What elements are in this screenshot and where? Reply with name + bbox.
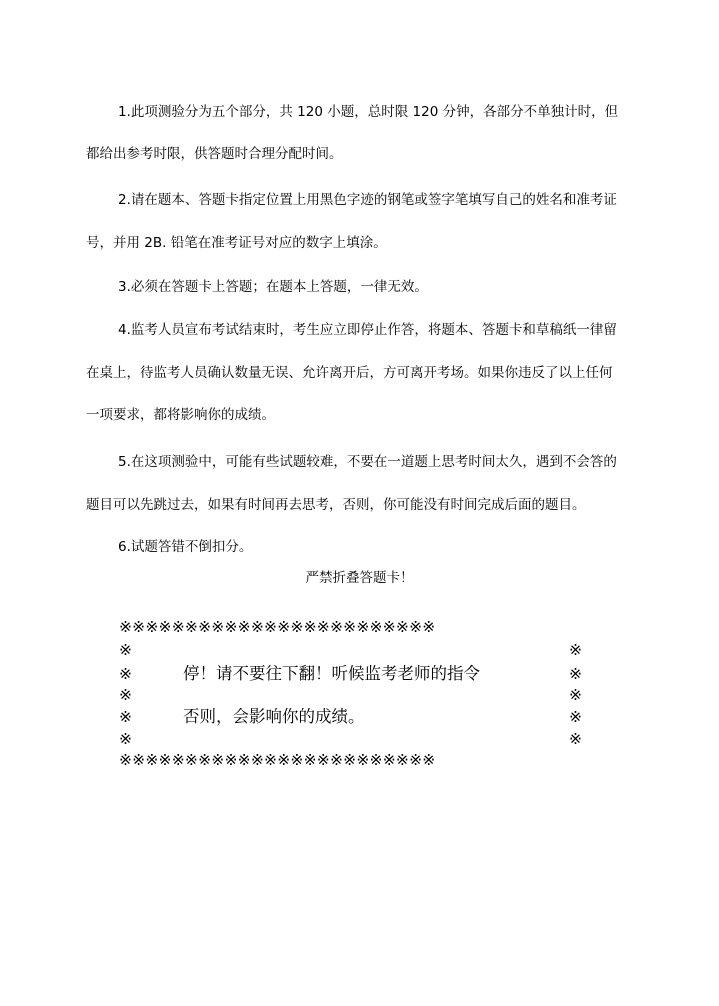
- instruction-5-line-2: 题目可以先跳过去，如果有时间再去思考，否则，你可能没有时间完成后面的题目。: [86, 497, 586, 513]
- box-left-mark: ※: [119, 641, 132, 659]
- box-right-mark: ※: [569, 708, 582, 726]
- box-right-mark: ※: [569, 686, 582, 704]
- instruction-1-line-1: 1.此项测验分为五个部分，共 120 小题，总时限 120 分钟，各部分不单独计时，但: [118, 104, 619, 120]
- box-bottom-border: ※※※※※※※※※※※※※※※※※※※※※※※※: [119, 751, 436, 769]
- instruction-2-line-2: 号，并用 2B. 铅笔在准考证号对应的数字上填涂。: [86, 235, 387, 251]
- stop-notice-box: [119, 620, 589, 770]
- stop-message-line-2: 否则，会影响你的成绩。: [183, 707, 365, 726]
- box-right-mark: ※: [569, 641, 582, 659]
- instruction-3-line-1: 3.必须在答题卡上答题；在题本上答题，一律无效。: [118, 279, 428, 295]
- instruction-4-line-2: 在桌上，待监考人员确认数量无误、允许离开后，方可离开考场。如果你违反了以上任何: [86, 365, 613, 381]
- box-left-mark: ※: [119, 730, 132, 748]
- instruction-2-line-1: 2.请在题本、答题卡指定位置上用黑色字迹的钢笔或签字笔填写自己的姓名和准考证: [118, 192, 617, 208]
- box-left-mark: ※: [119, 708, 132, 726]
- instruction-4-line-1: 4.监考人员宣布考试结束时，考生应立即停止作答，将题本、答题卡和草稿纸一律留: [118, 322, 617, 338]
- instruction-6-line-1: 6.试题答错不倒扣分。: [118, 539, 253, 555]
- box-right-mark: ※: [569, 665, 582, 683]
- instruction-1-line-2: 都给出参考时限，供答题时合理分配时间。: [86, 146, 343, 162]
- stop-message-line-1: 停！请不要往下翻！听候监考老师的指令: [183, 664, 480, 683]
- box-left-mark: ※: [119, 686, 132, 704]
- notice-title: 严禁折叠答题卡！: [305, 570, 414, 586]
- box-right-mark: ※: [569, 730, 582, 748]
- box-top-border: ※※※※※※※※※※※※※※※※※※※※※※※※: [119, 618, 436, 636]
- box-left-mark: ※: [119, 665, 132, 683]
- instruction-5-line-1: 5.在这项测验中，可能有些试题较难，不要在一道题上思考时间太久，遇到不会答的: [118, 454, 617, 470]
- instruction-4-line-3: 一项要求，都将影响你的成绩。: [86, 407, 275, 423]
